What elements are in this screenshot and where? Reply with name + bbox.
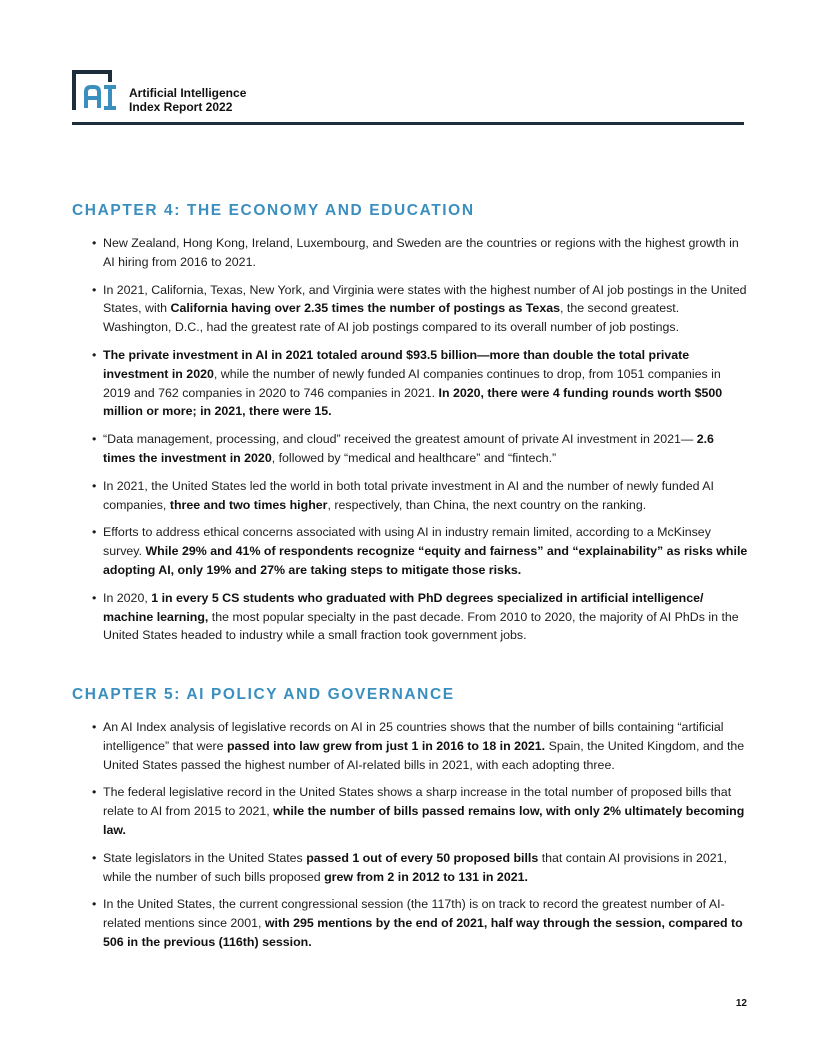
bullet-text-bold: While 29% and 41% of respondents recognize “equity and fairness” and “explainability” as risks while adopting AI, only 19% and 27% are taking steps to mitigate those risks. bbox=[103, 544, 748, 577]
bullet-item bbox=[92, 589, 748, 645]
bullet-text-bold: grew from 2 in 2012 to 131 in 2021. bbox=[324, 869, 528, 884]
bullet-text: “Data management, processing, and cloud” received the greatest amount of private AI investment in 2021— bbox=[103, 432, 697, 447]
bullet-text-bold: 2.6 times the investment in 2020 bbox=[103, 432, 714, 465]
chapter-5-bullets bbox=[92, 718, 748, 961]
bullet-text: , the second greatest. Washington, D.C., had the greatest rate of AI job postings compared to its overall number of job postings. bbox=[103, 301, 680, 335]
bullet-item bbox=[92, 895, 748, 951]
bullet-text-bold: The private investment in AI in 2021 totaled around $93.5 billion—more than double the total private investment in 2020 bbox=[103, 347, 690, 381]
report-header bbox=[72, 70, 744, 126]
bullet-text: , while the number of newly funded AI companies continues to drop, from 1051 companies in 2019 and 762 companies in 2020 to 746 companies in 2021. bbox=[103, 366, 721, 400]
bullet-item bbox=[92, 346, 748, 421]
bullet-text: the most popular specialty in the past decade. From 2010 to 2020, the majority of AI PhDs in the United States headed to industry while a small fraction took government jobs. bbox=[103, 609, 739, 643]
report-title bbox=[129, 86, 246, 114]
bullet-text: In 2020, bbox=[103, 590, 152, 605]
bullet-item bbox=[92, 523, 748, 579]
bullet-text: Spain, the United Kingdom, and the United States passed the highest number of AI-related bills in 2021, with each adopting three. bbox=[103, 738, 745, 772]
bullet-item bbox=[92, 430, 748, 468]
bullet-item bbox=[92, 234, 748, 272]
bullet-text: In the United States, the current congressional session (the 117th) is on track to record the greatest number of AI-related mentions since 2001, bbox=[103, 897, 725, 931]
bullet-text: New Zealand, Hong Kong, Ireland, Luxembourg, and Sweden are the countries or regions with the highest growth in AI hiring from 2016 to 2021. bbox=[103, 236, 739, 269]
bullet-text-bold: In 2020, there were 4 funding rounds worth $500 million or more; in 2021, there were 15. bbox=[103, 385, 723, 419]
bullet-text-bold: California having over 2.35 times the number of postings as Texas bbox=[170, 301, 560, 316]
bullet-item bbox=[92, 849, 748, 887]
header-divider bbox=[72, 122, 744, 125]
chapter-4-bullets bbox=[92, 234, 748, 654]
bullet-text: State legislators in the United States bbox=[103, 850, 307, 865]
bullet-text: The federal legislative record in the United States shows a sharp increase in the total number of proposed bills that relate to AI from 2015 to 2021, bbox=[103, 785, 732, 819]
bullet-text: In 2021, California, Texas, New York, and Virginia were states with the highest number of AI job postings in the United States, with bbox=[103, 282, 747, 316]
bullet-text: that contain AI provisions in 2021, while the number of such bills proposed bbox=[103, 850, 727, 884]
bullet-text-bold: passed into law grew from just 1 in 2016 to 18 in 2021. bbox=[226, 738, 546, 753]
chapter-5-title: CHAPTER 5: AI POLICY AND GOVERNANCE bbox=[72, 686, 455, 703]
bullet-text: In 2021, the United States led the world in both total private investment in AI and the number of newly funded AI companies, bbox=[103, 478, 714, 512]
bullet-text: , followed by “medical and healthcare” and “fintech.” bbox=[271, 450, 557, 465]
bullet-text-bold: passed 1 out of every 50 proposed bills bbox=[306, 850, 539, 865]
report-title-line1: Artificial Intelligence bbox=[129, 86, 247, 100]
bullet-text-bold: while the number of bills passed remains low, with only 2% ultimately becoming law. bbox=[103, 804, 745, 837]
bullet-text-bold: three and two times higher bbox=[169, 497, 328, 512]
bullet-text: Efforts to address ethical concerns associated with using AI in industry remain limited, according to a McKinsey survey. bbox=[103, 525, 711, 559]
bullet-item bbox=[92, 783, 748, 839]
bullet-text-bold: 1 in every 5 CS students who graduated with PhD degrees specialized in artificial intelligence/ machine learning, bbox=[103, 590, 704, 624]
page-number: 12 bbox=[735, 998, 747, 1009]
bullet-item bbox=[92, 281, 748, 337]
bullet-text: , respectively, than China, the next country on the ranking. bbox=[327, 497, 647, 512]
bullet-text-bold: with 295 mentions by the end of 2021, half way through the session, compared to 506 in the previous (116th) session. bbox=[103, 916, 743, 949]
ai-index-logo bbox=[72, 70, 120, 110]
chapter-4-title: CHAPTER 4: THE ECONOMY AND EDUCATION bbox=[72, 202, 475, 219]
bullet-text: An AI Index analysis of legislative records on AI in 25 countries shows that the number of bills containing “artificial intelligence” that were bbox=[103, 720, 724, 753]
bullet-item bbox=[92, 477, 748, 515]
report-title-line2: Index Report 2022 bbox=[129, 100, 233, 114]
bullet-item bbox=[92, 718, 748, 774]
